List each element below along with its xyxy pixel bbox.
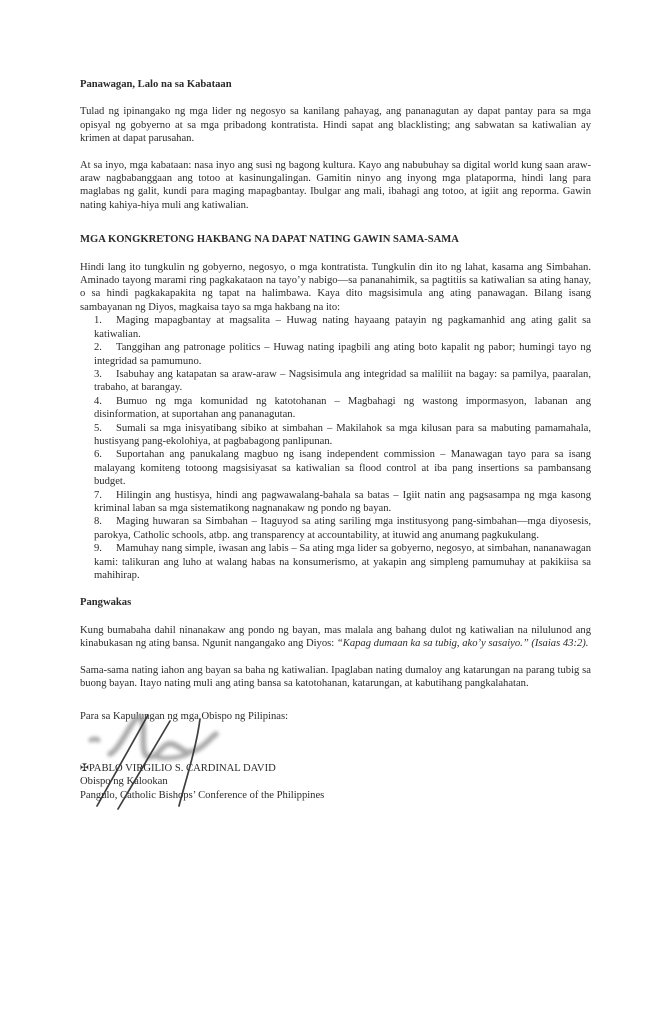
list-item-text: Isabuhay ang katapatan sa araw-araw – Nagsisimula ang integridad sa maliliit na bagay: sa pamilya, paaralan, trabaho, at barangay. bbox=[94, 368, 591, 394]
closing-paragraph-1 bbox=[80, 624, 591, 651]
paragraph: Tulad ng ipinangako ng mga lider ng negosyo sa kanilang pahayag, ang pananagutan ay dapat pantay para sa mga opisyal ng gobyerno at sa mga pribadong kontratista. Hindi sapat ang blacklisting; ang sabwatan sa katiwalian ay krimen at dapat parusahan. bbox=[80, 106, 591, 145]
list-item bbox=[94, 422, 591, 449]
list-item bbox=[94, 341, 591, 368]
list-item bbox=[94, 368, 591, 395]
section-heading-pangwakas: Pangwakas bbox=[80, 597, 132, 609]
section-heading-panawagan: Panawagan, Lalo na sa Kabataan bbox=[80, 79, 232, 90]
list-item bbox=[94, 314, 591, 341]
paragraph: Hindi lang ito tungkulin ng gobyerno, negosyo, o mga kontratista. Tungkulin din ito ng lahat, kasama ang Simbahan. Aminado tayong marami ring pagkakataon na tayo’y nabigo—sa pananahimik, sa pagtitiis sa katiwalian sa ating hanay, o sa hindi pagkakapakita ng tapat na halimbawa. Kaya dito magsisimula ang ating panawagan. Bilang isang sambayanan ng Diyos, magkaisa tayo sa mga hakbang na ito: bbox=[80, 261, 591, 313]
signatory-name-line bbox=[80, 762, 591, 775]
signatory-title-1: Obispo ng Kalookan bbox=[80, 776, 168, 788]
episcopal-cross-icon: ✠ bbox=[80, 762, 89, 774]
list-item-number: 8. bbox=[94, 516, 102, 528]
list-item bbox=[94, 489, 591, 516]
list-item bbox=[94, 448, 591, 488]
list-item-number: 5. bbox=[94, 422, 102, 434]
closing-paragraph-2: Sama-sama nating iahon ang bayan sa baha ng katiwalian. Ipaglaban nating dumaloy ang katarungan na parang tubig sa buong bayan. Itayo nating muli ang ating bansa sa katotohanan, katarungan, at kabutihang pangkalahatan. bbox=[80, 664, 591, 690]
list-item-text: Hilingin ang hustisya, hindi ang pagwawalang-bahala sa batas – Igiit natin ang pagsasampa ng mga kasong kriminal laban sa mga sistematikong nagnanakaw ng pondo ng bayan. bbox=[94, 489, 591, 514]
signature-block bbox=[80, 710, 591, 802]
list-item-text: Bumuo ng mga komunidad ng katotohanan – Magbahagi ng wastong impormasyon, labanan ang disinformation, at suportahan ang pananagutan. bbox=[94, 395, 591, 421]
closing-paragraph-lead: Kung bumabaha dahil ninanakaw ang pondo ng bayan, mas malala ang bahang dulot ng katiwalian na nilulunod ang kinabukasan ng ating bansa. Ngunit nangangako ang Diyos: bbox=[80, 624, 591, 650]
list-item-number: 1. bbox=[94, 315, 102, 327]
list-item-number: 6. bbox=[94, 449, 102, 461]
list-item-text: Suportahan ang panukalang magbuo ng isang independent commission – Manawagan tayo para sa isang malayang komiteng totoong magsisiyasat sa katiwalian sa flood control at iba pang insertions sa pambansang budget. bbox=[94, 449, 591, 488]
list-item-number: 9. bbox=[94, 543, 102, 555]
list-item-number: 4. bbox=[94, 395, 102, 407]
list-item-text: Mamuhay nang simple, iwasan ang labis – Sa ating mga lider sa gobyerno, negosyo, at simbahan, nananawagan kami: talikuran ang luho at walang habas na konsumerismo, at yakapin ang simpleng pamumuhay at pakikiisa sa mahihirap. bbox=[94, 543, 591, 581]
list-item-number: 3. bbox=[94, 368, 102, 380]
action-list bbox=[80, 314, 591, 582]
signatory-title-2: Pangulo, Catholic Bishops’ Conference of the Philippines bbox=[80, 789, 325, 801]
list-item-text: Sumali sa mga inisyatibang sibiko at simbahan – Makilahok sa mga kilusan para sa mabuting pamamahala, hustisyang pang-ekolohiya, at pagbabagong panlipunan. bbox=[94, 422, 591, 447]
list-item bbox=[94, 395, 591, 422]
section-heading-hakbang: MGA KONGKRETONG HAKBANG NA DAPAT NATING GAWIN SAMA-SAMA bbox=[80, 234, 459, 246]
list-item-text: Tanggihan ang patronage politics – Huwag nating ipagbili ang ating boto kapalit ng pabor; humingi tayo ng integridad sa pamumuno. bbox=[94, 342, 591, 367]
scripture-quote: “Kapag dumaan ka sa tubig, ako’y sasaiyo.” (Isaias 43:2). bbox=[336, 638, 589, 650]
signatory bbox=[80, 762, 591, 802]
list-item-text: Maging mapagbantay at magsalita – Huwag nating hayaang patayin ng pagkamanhid ang ating galit sa katiwalian. bbox=[94, 315, 591, 340]
list-item-number: 2. bbox=[94, 342, 102, 354]
paragraph: At sa inyo, mga kabataan: nasa inyo ang susi ng bagong kultura. Kayo ang nabubuhay sa digital world kung saan araw-araw nagbabanggaan ang totoo at kasinungalingan. Gamitin ninyo ang inyong mga plataporma, hindi lang para maglabas ng galit, kundi para maging mapagbantay. Ibulgar ang mali, ibahagi ang totoo, at igiit ang reporma. Gawin nating kahiya-hiya muli ang katiwalian. bbox=[80, 159, 591, 211]
list-item bbox=[94, 542, 591, 582]
attestation-line: Para sa Kapulungan ng mga Obispo ng Pilipinas: bbox=[80, 711, 289, 723]
list-item bbox=[94, 515, 591, 542]
list-item-number: 7. bbox=[94, 489, 102, 501]
list-item-text: Maging huwaran sa Simbahan – Itaguyod sa ating sariling mga institusyong pang-simbahan—mga diyosesis, parokya, Catholic schools, atbp. ang transparency at accountability, at ituwid ang anumang pagkukulang. bbox=[94, 516, 591, 541]
signatory-name: PABLO VIRGILIO S. CARDINAL DAVID bbox=[88, 762, 276, 774]
